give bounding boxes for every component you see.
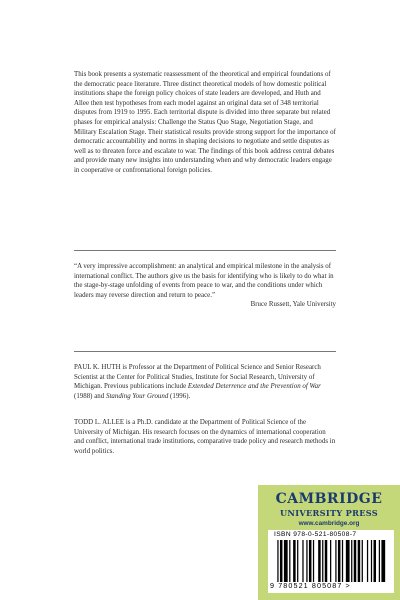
bio-huth-text-2: (1988) and	[74, 392, 106, 400]
isbn-label: ISBN 978-0-521-80508-7	[274, 531, 357, 538]
book-blurb	[74, 70, 336, 176]
blurb-text: This book presents a systematic reassessment of the theoretical and empirical foundations of the democratic peace literature. Three distinct theoretical models of how domestic political institutions shape the foreign policy choices of state leaders are developed, and Huth and Allee then test hypotheses from each model against an original data set of 348 territorial disputes from 1919 to 1995. Each territorial dispute is divided into three separate but related phases for empirical analysis: Challenge the Status Quo Stage, Negotiation Stage, and Military Escalation Stage. Their statistical results provide strong support for the importance of democratic accountability and norms in shaping decisions to negotiate and settle disputes as well as to threaten force and escalate to war. The findings of this book address central debates and provide many new insights into understanding when and why democratic leaders engage in cooperative or confrontational foreign policies.	[74, 71, 336, 174]
review-quote	[74, 262, 336, 310]
bio-huth-text-3: (1996).	[168, 392, 191, 400]
quote-attribution: Bruce Russett, Yale University	[250, 301, 336, 309]
divider-top	[74, 250, 336, 251]
publisher-logo-subtitle: UNIVERSITY PRESS	[279, 508, 379, 518]
bio-huth-book-title-2: Standing Your Ground	[106, 392, 169, 400]
bio-huth-book-title-1: Extended Deterrence and the Prevention of War	[187, 383, 321, 391]
publisher-logo-name: CAMBRIDGE	[275, 491, 383, 507]
bio-huth-text-1: PAUL K. HUTH is Professor at the Department of Political Science and Senior Research Scientist at the Center for Political Studies, Institute for Social Research, University of Michigan. Previous publications include	[74, 364, 321, 391]
publisher-url: www.cambridge.org	[298, 520, 360, 527]
barcode-icon	[276, 540, 388, 582]
quote-text: “A very impressive accomplishment: an analytical and empirical milestone in the analysis of international conflict. The authors give us the basis for identifying who is likely to do what in the stage-by-stage unfolding of events from peace to war, and the conditions under which leaders may reverse direction and return to peace.”	[74, 263, 334, 299]
divider-bottom	[74, 351, 336, 352]
barcode-digits: 9 780521 805087 >	[270, 581, 351, 590]
barcode-panel	[268, 530, 394, 593]
author-bio-huth	[74, 363, 336, 401]
bio-allee-text: TODD L. ALLEE is a Ph.D. candidate at the Department of Political Science of the University of Michigan. His research focuses on the dynamics of international cooperation and conflict, international trade institutions, comparative trade policy and research methods in world politics.	[74, 419, 336, 455]
author-bio-allee	[74, 418, 336, 456]
